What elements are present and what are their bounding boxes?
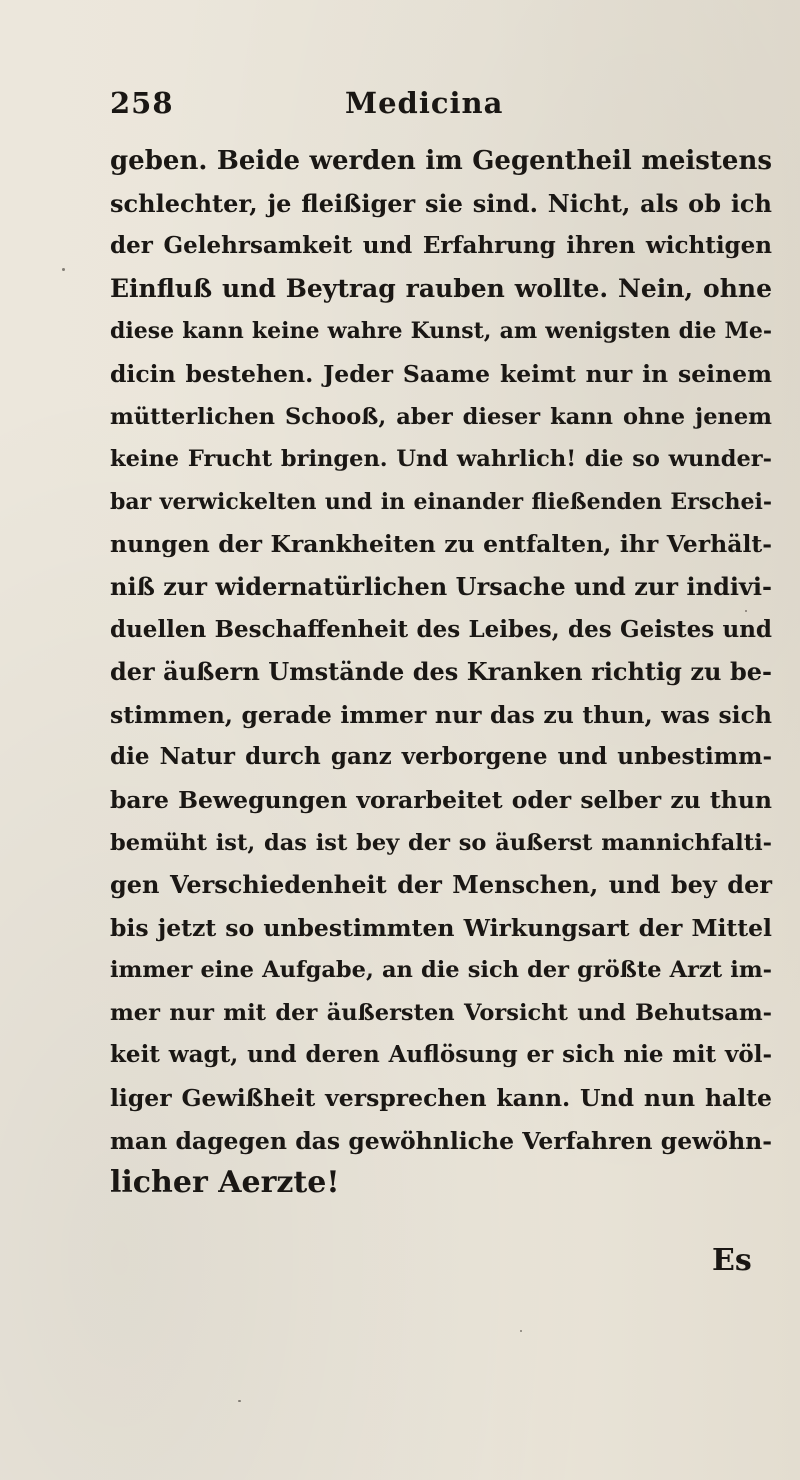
text-line-last: licher Aerzte! xyxy=(110,1165,340,1201)
text-line: mütterlichen Schooß, aber dieser kann ohne jenem xyxy=(110,403,772,430)
paper-speck xyxy=(745,610,747,612)
text-line: man dagegen das gewöhnliche Verfahren gewöhn- xyxy=(110,1126,772,1155)
text-line: immer eine Aufgabe, an die sich der größte Arzt im- xyxy=(110,957,772,984)
text-line: bemüht ist, das ist bey der so äußerst mannichfalti- xyxy=(110,829,772,856)
running-head: Medicina xyxy=(345,86,504,120)
paper-speck xyxy=(520,1330,522,1332)
text-line: bare Bewegungen vorarbeitet oder selber zu thun xyxy=(110,785,772,814)
text-line: nungen der Krankheiten zu entfalten, ihr Verhält- xyxy=(110,530,772,559)
text-line: diese kann keine wahre Kunst, am wenigsten die Me- xyxy=(110,318,772,345)
text-line: die Natur durch ganz verborgene und unbestimm- xyxy=(110,743,772,771)
text-line: gen Verschiedenheit der Menschen, und bey der xyxy=(110,870,772,900)
text-line: duellen Beschaffenheit des Leibes, des Geistes und xyxy=(110,615,772,643)
text-line: stimmen, gerade immer nur das zu thun, was sich xyxy=(110,700,772,729)
text-line: Einfluß und Beytrag rauben wollte. Nein, ohne xyxy=(110,273,772,303)
text-line: keine Frucht bringen. Und wahrlich! die so wunder- xyxy=(110,446,772,473)
text-line: niß zur widernatürlichen Ursache und zur indivi- xyxy=(110,571,772,601)
text-line: geben. Beide werden im Gegentheil meistens xyxy=(110,146,772,176)
text-line: der Gelehrsamkeit und Erfahrung ihren wichtigen xyxy=(110,232,772,260)
page-number: 258 xyxy=(110,86,174,120)
text-line: der äußern Umstände des Kranken richtig zu be- xyxy=(110,657,772,687)
catchword: Es xyxy=(712,1243,752,1278)
body-text xyxy=(110,140,772,1205)
text-line: keit wagt, und deren Auflösung er sich nie mit völ- xyxy=(110,1041,772,1069)
text-line: bar verwickelten und in einander fließenden Erschei- xyxy=(110,488,772,515)
paper-speck xyxy=(238,1400,241,1402)
text-line: mer nur mit der äußersten Vorsicht und Behutsam- xyxy=(110,999,772,1026)
paper-speck xyxy=(62,268,65,271)
text-line: bis jetzt so unbestimmten Wirkungsart der Mittel xyxy=(110,913,772,942)
text-line: dicin bestehen. Jeder Saame keimt nur in seinem xyxy=(110,359,772,388)
text-line: schlechter, je fleißiger sie sind. Nicht, als ob ich xyxy=(110,188,772,218)
text-line: liger Gewißheit versprechen kann. Und nun halte xyxy=(110,1084,772,1113)
page-header xyxy=(110,86,710,126)
